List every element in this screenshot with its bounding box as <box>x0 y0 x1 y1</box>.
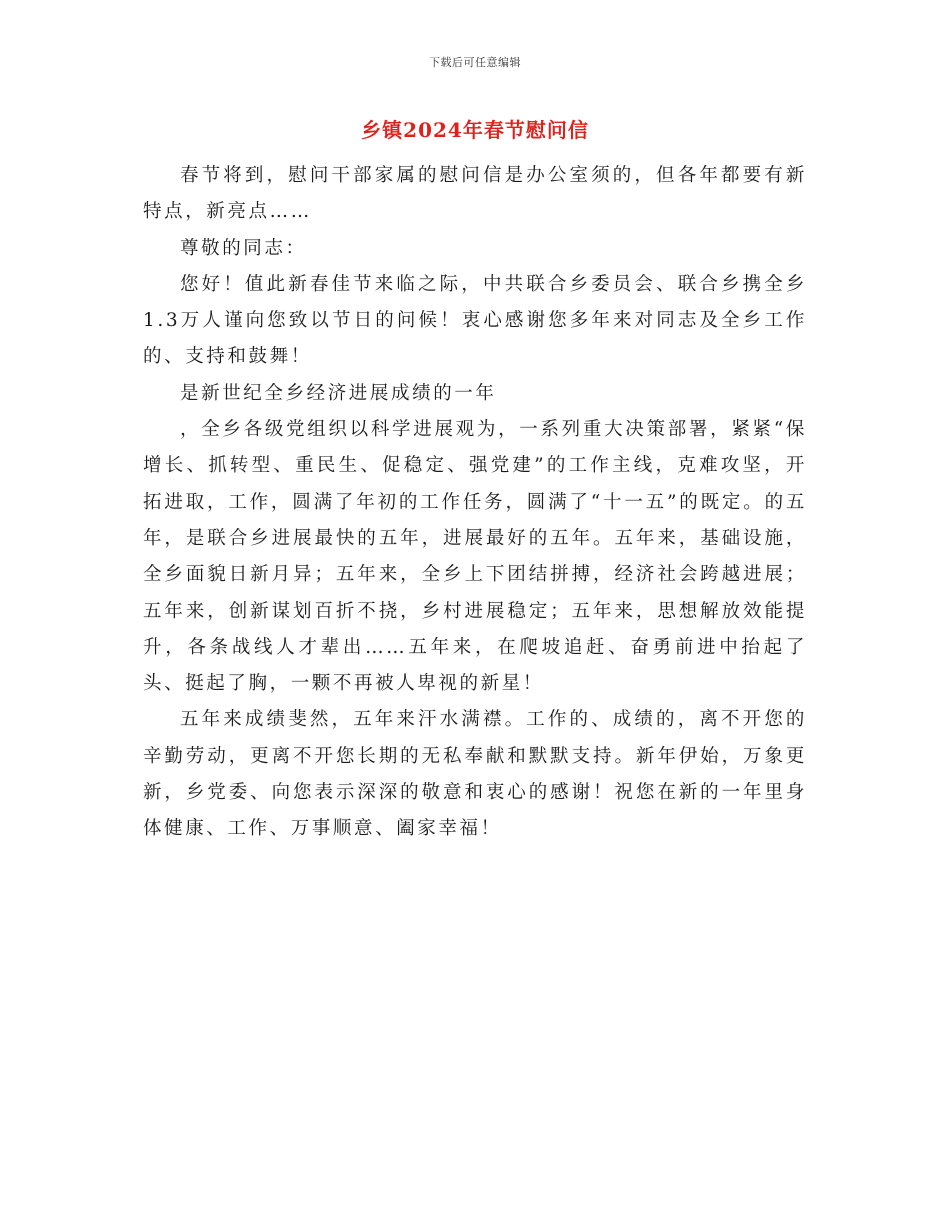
closing-paragraph: 五年来成绩斐然，五年来汗水满襟。工作的、成绩的，离不开您的辛勤劳动，更离不开您长期的无私奉献和默默支持。新年伊始，万象更新，乡党委、向您表示深深的敬意和衷心的感谢！祝您在新的一年里身体健康、工作、万事顺意、阖家幸福！ <box>143 709 807 840</box>
document-title: 乡镇2024年春节慰问信 <box>361 118 589 142</box>
achievements-paragraph: ，全乡各级党组织以科学进展观为，一系列重大决策部署，紧紧“保增长、抓转型、重民生、促稳定、强党建”的工作主线，克难攻坚，开拓进取，工作，圆满了年初的工作任务，圆满了“十一五”的既定。的五年，是联合乡进展最快的五年，进展最好的五年。五年来，基础设施，全乡面貌日新月异；五年来，全乡上下团结拼搏，经济社会跨越进展；五年来，创新谋划百折不挠，乡村进展稳定；五年来，思想解放效能提升，各条战线人才辈出……五年来，在爬坡追赶、奋勇前进中抬起了头、挺起了胸，一颗不再被人卑视的新星！ <box>143 419 807 695</box>
greeting-paragraph: 您好！值此新春佳节来临之际，中共联合乡委员会、联合乡携全乡1.3万人谨向您致以节日的问候！衷心感谢您多年来对同志及全乡工作的、支持和鼓舞！ <box>143 273 807 368</box>
document-body <box>143 158 807 848</box>
intro-paragraph: 春节将到，慰问干部家属的慰问信是办公室须的，但各年都要有新特点，新亮点…… <box>143 165 807 223</box>
page-header: 下载后可任意编辑 <box>429 56 521 69</box>
salutation: 尊敬的同志： <box>180 237 307 259</box>
year-summary-line: 是新世纪全乡经济进展成绩的一年 <box>180 382 497 404</box>
